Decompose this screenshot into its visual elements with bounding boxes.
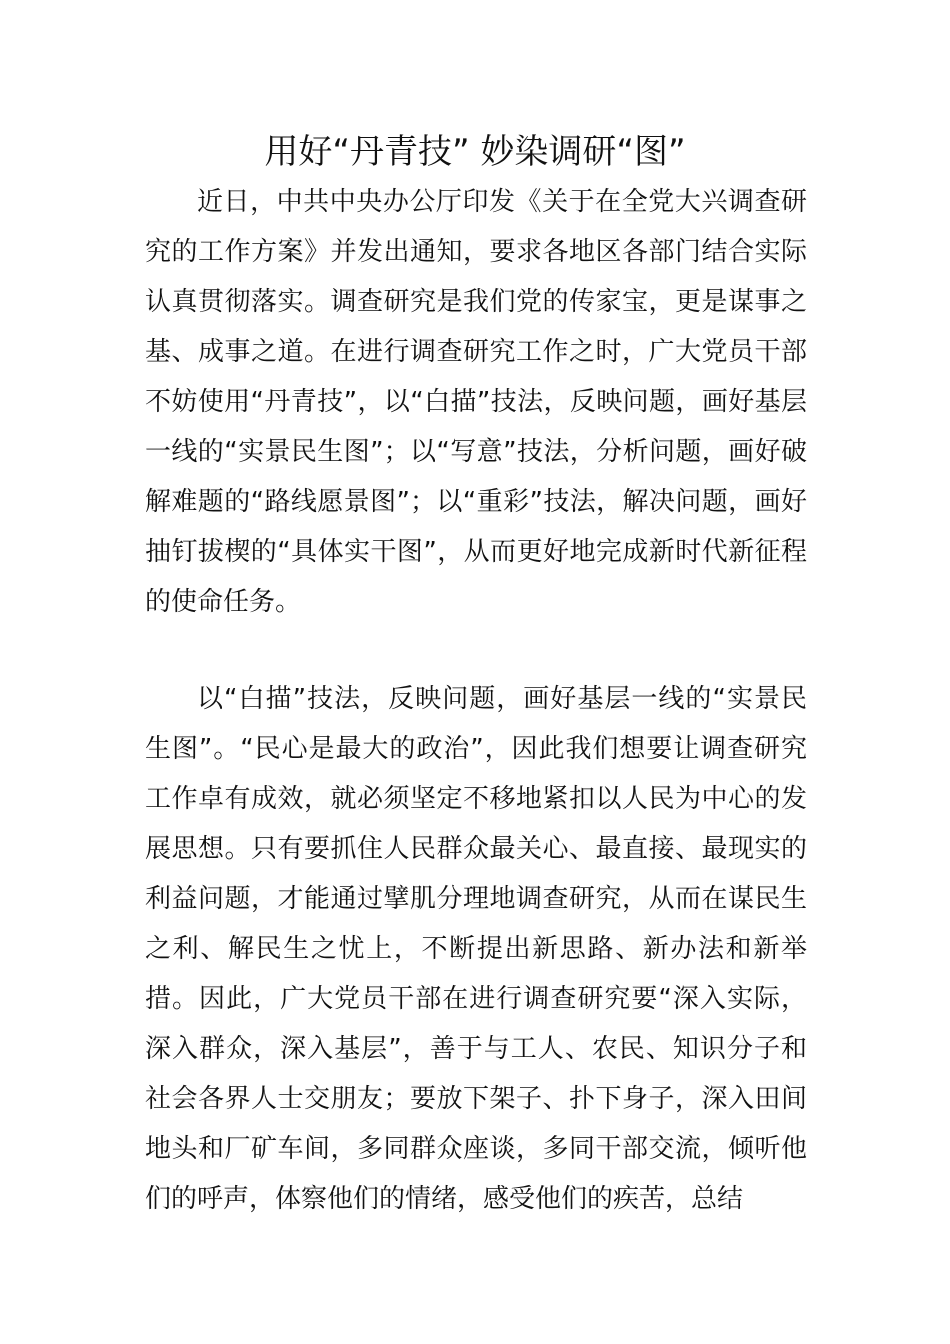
document-title: 用好“丹青技” 妙染调研“图” <box>264 132 686 172</box>
paragraph-section-one: 以“白描”技法，反映问题，画好基层一线的“实景民生图”。“民心是最大的政治”，因此我们想要让调查研究工作卓有成效，就必须坚定不移地紧扣以人民为中心的发展思想。只有要抓住人民群众最关心、最直接、最现实的利益问题，才能通过擘肌分理地调查研究，从而在谋民生之利、解民生之忧上，不断提出新思路、新办法和新举措。因此，广大党员干部在进行调查研究要“深入实际，深入群众，深入基层”，善于与工人、农民、知识分子和社会各界人士交朋友；要放下架子、扑下身子，深入田间地头和厂矿车间，多同群众座谈，多同干部交流，倾听他们的呼声，体察他们的情绪，感受他们的疾苦，总结 <box>145 684 807 1214</box>
paragraph-intro: 近日，中共中央办公厅印发《关于在全党大兴调查研究的工作方案》并发出通知，要求各地区各部门结合实际认真贯彻落实。调查研究是我们党的传家宝，更是谋事之基、成事之道。在进行调查研究工作之时，广大党员干部不妨使用“丹青技”，以“白描”技法，反映问题，画好基层一线的“实景民生图”；以“写意”技法，分析问题，画好破解难题的“路线愿景图”；以“重彩”技法，解决问题，画好抽钉拔楔的“具体实干图”，从而更好地完成新时代新征程的使命任务。 <box>145 187 807 617</box>
